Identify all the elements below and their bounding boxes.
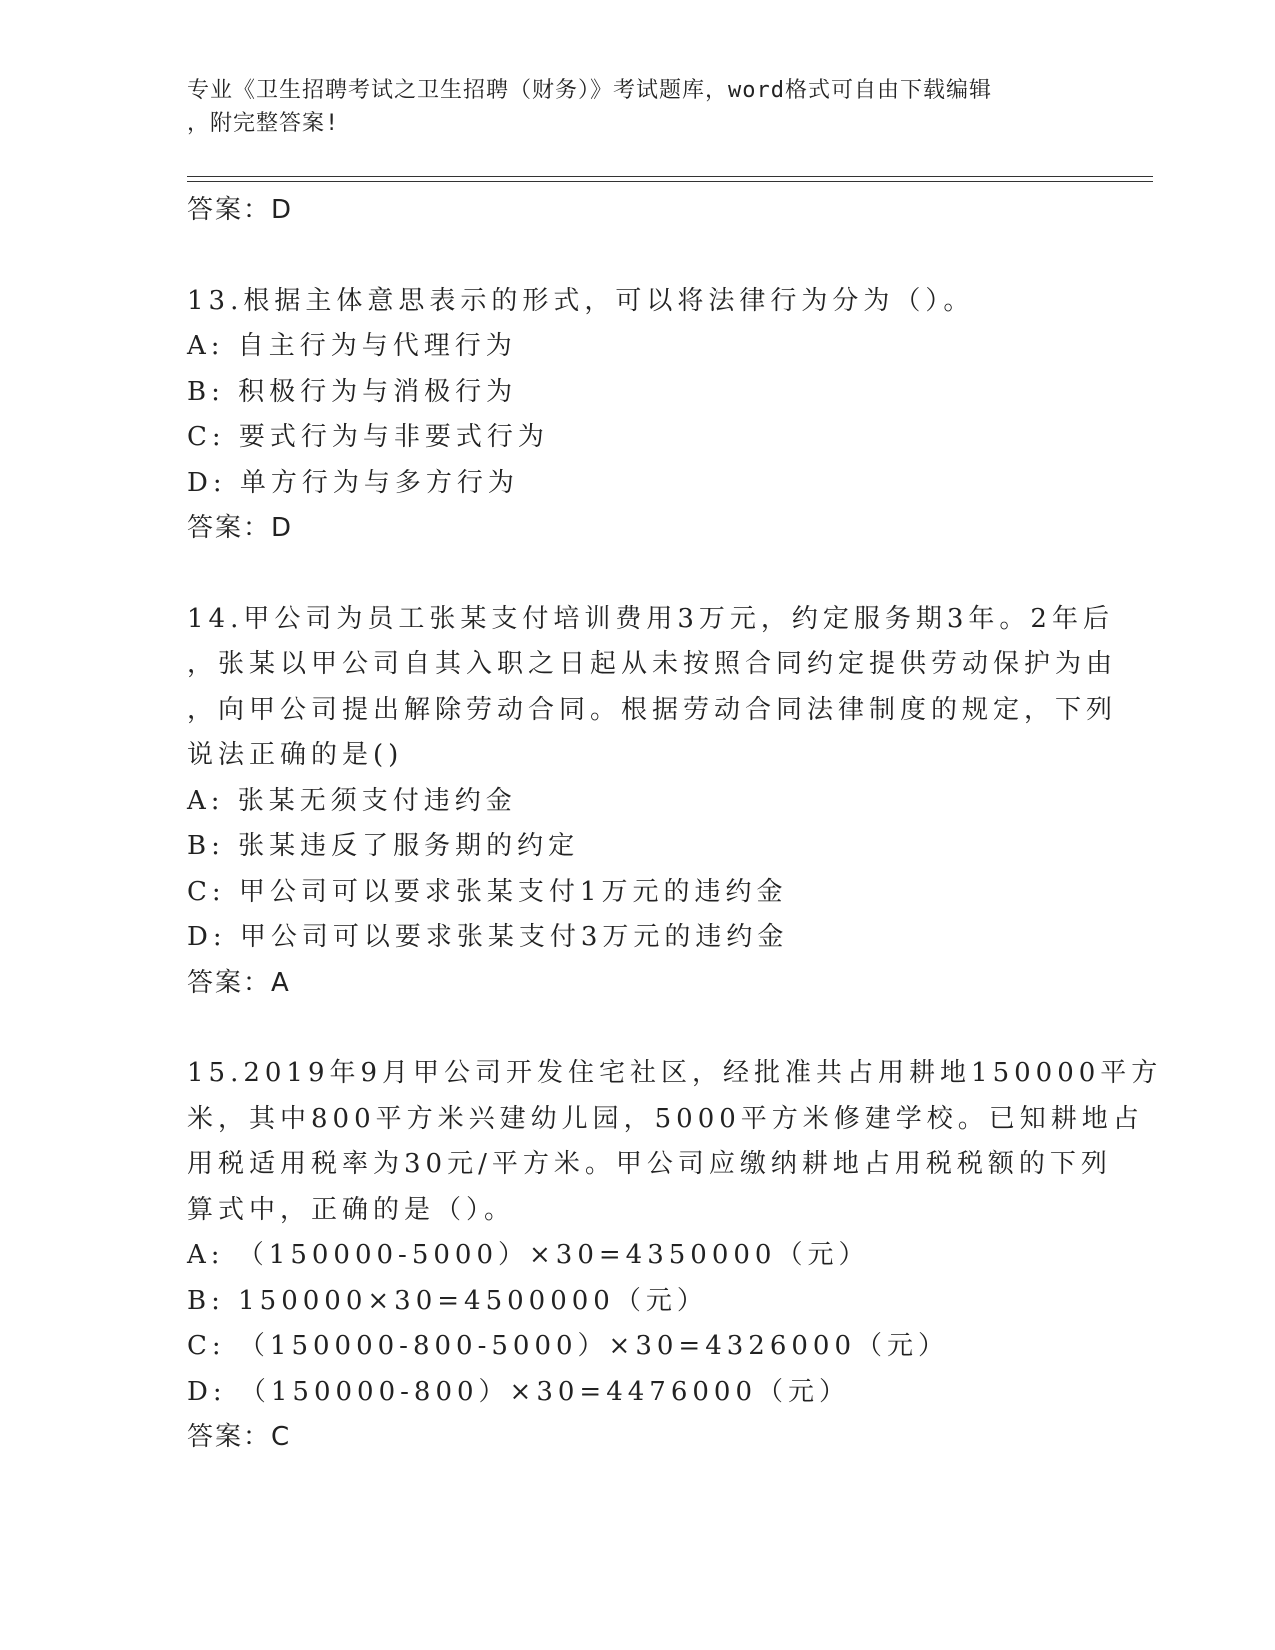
- option-a: A: 张某无须支付违约金: [187, 785, 517, 816]
- answer: 答案：D: [187, 513, 294, 543]
- option-d: D: 单方行为与多方行为: [187, 467, 519, 498]
- option-a: A: 自主行为与代理行为: [187, 331, 517, 361]
- spacer: [187, 234, 1087, 279]
- header-divider-top: [187, 176, 1153, 177]
- question-text-line-4: 说法正确的是(): [187, 740, 404, 770]
- option-d: D: 甲公司可以要求张某支付3万元的违约金: [187, 922, 789, 952]
- option-c: C: 甲公司可以要求张某支付1万元的违约金: [187, 876, 788, 907]
- spacer: [187, 552, 1087, 597]
- option-b: B: 张某违反了服务期的约定: [187, 831, 580, 861]
- option-b: B: 150000×30=4500000（元）: [187, 1285, 708, 1316]
- previous-answer: 答案：D: [187, 195, 294, 225]
- answer: 答案：A: [187, 967, 291, 998]
- option-c: C: （150000-800-5000）×30=4326000（元）: [187, 1331, 949, 1361]
- option-a: A: （150000-5000）×30=4350000（元）: [187, 1240, 870, 1270]
- option-d: D: （150000-800）×30=4476000（元）: [187, 1376, 850, 1407]
- option-c: C: 要式行为与非要式行为: [187, 422, 549, 452]
- header-divider-bottom: [187, 181, 1153, 182]
- question-14: [187, 597, 1118, 1007]
- question-text-line-3: 用税适用税率为30元/平方米。甲公司应缴纳耕地占用税税额的下列: [187, 1149, 1112, 1179]
- question-text-line-4: 算式中，正确的是（）。: [187, 1194, 516, 1225]
- document-header: [187, 74, 1067, 140]
- question-text-line-1: 15.2019年9月甲公司开发住宅社区，经批准共占用耕地150000平方: [187, 1058, 1163, 1088]
- question-15: [187, 1051, 1163, 1461]
- header-title-line-1: 专业《卫生招聘考试之卫生招聘（财务）》考试题库，word格式可自由下载编辑: [187, 78, 992, 103]
- question-text-line-3: ，向甲公司提出解除劳动合同。根据劳动合同法律制度的规定，下列: [187, 694, 1118, 725]
- answer: 答案：C: [187, 1422, 292, 1452]
- question-text-line-1: 14.甲公司为员工张某支付培训费用3万元，约定服务期3年。2年后: [187, 603, 1114, 634]
- question-13: [187, 279, 1087, 552]
- question-list: [187, 188, 1163, 1461]
- option-b: B: 积极行为与消极行为: [187, 376, 518, 407]
- question-text: 13.根据主体意思表示的形式，可以将法律行为分为（）。: [187, 285, 975, 316]
- question-text-line-2: 米，其中800平方米兴建幼儿园，5000平方米修建学校。已知耕地占: [187, 1103, 1144, 1134]
- spacer: [187, 1006, 1087, 1051]
- question-text-line-2: ，张某以甲公司自其入职之日起从未按照合同约定提供劳动保护为由: [187, 649, 1118, 679]
- header-title-line-2: ，附完整答案!: [187, 111, 340, 136]
